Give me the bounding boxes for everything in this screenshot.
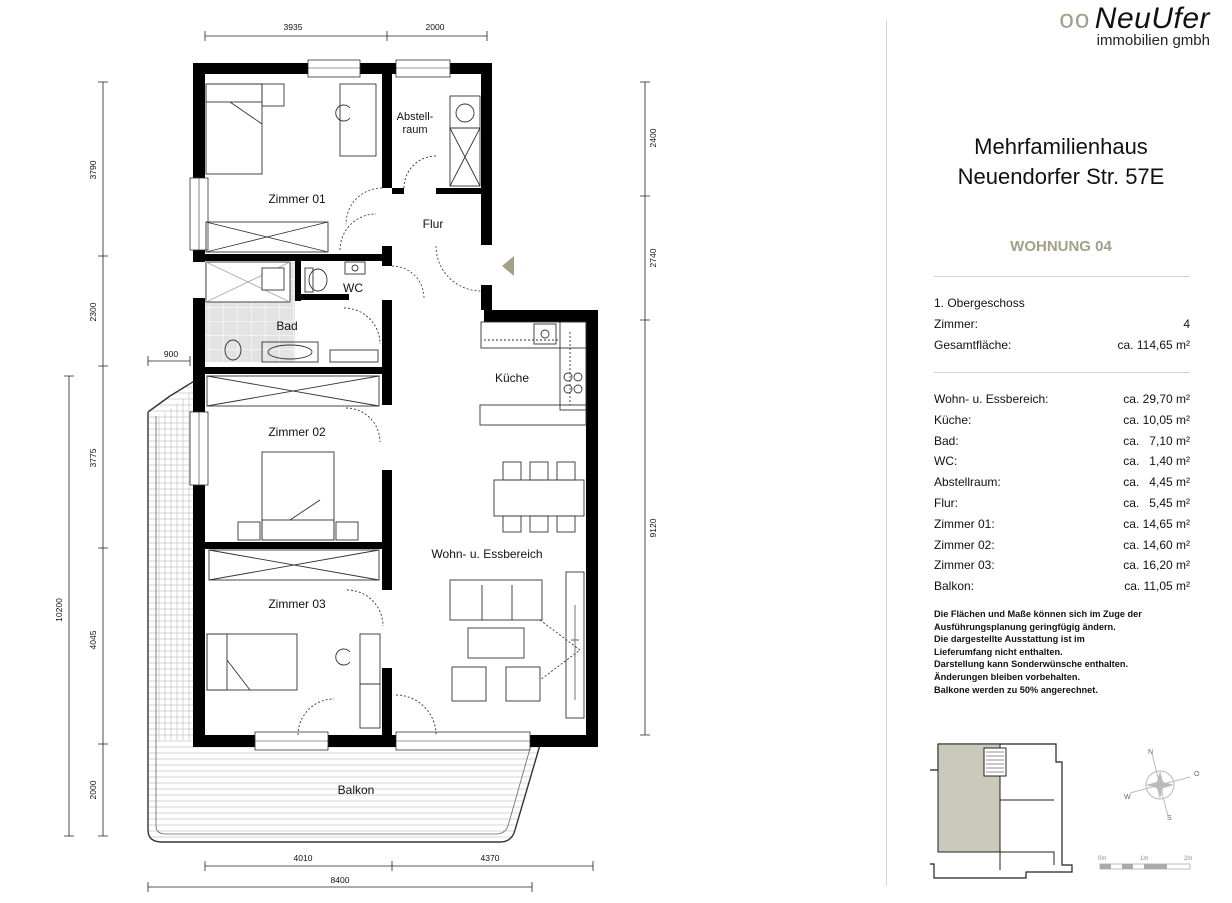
dim-left-5: 2000 <box>88 780 98 800</box>
panel-divider <box>886 20 887 886</box>
area-value: ca. 10,05 m² <box>1123 412 1190 427</box>
dim-top-right: 2000 <box>425 22 445 32</box>
dim-left-3: 3775 <box>88 448 98 468</box>
note-line: Lieferumfang nicht enthalten. <box>934 646 1063 657</box>
area-value: ca. 1,40 m² <box>1123 454 1190 469</box>
summary-label: Zimmer: <box>934 317 978 331</box>
dim-left-total: 10200 <box>54 598 64 622</box>
summary-row <box>934 338 1190 352</box>
summary-label: 1. Obergeschoss <box>934 296 1025 310</box>
dim-right-1: 2400 <box>648 128 658 148</box>
dim-left-1: 3790 <box>88 160 98 180</box>
entrance-arrow-icon <box>502 256 514 276</box>
summary-label: Gesamtfläche: <box>934 338 1012 352</box>
brand-sub: immobilien gmbh <box>1096 32 1210 49</box>
area-label: Abstellraum: <box>934 475 1001 490</box>
area-value: ca. 11,05 m² <box>1124 579 1190 594</box>
dim-left-4: 4045 <box>88 630 98 650</box>
room-label-zimmer02: Zimmer 02 <box>268 425 326 439</box>
note-line: Änderungen bleiben vorbehalten. <box>934 671 1080 682</box>
area-row <box>934 392 1190 406</box>
area-label: Wohn- u. Essbereich: <box>934 392 1049 406</box>
room-label-flur: Flur <box>422 217 444 231</box>
area-label: Balkon: <box>934 579 975 594</box>
area-row <box>934 413 1190 427</box>
area-label: Zimmer 01: <box>934 516 995 531</box>
info-panel <box>900 0 1232 903</box>
area-value: ca. 5,45 m² <box>1123 496 1190 510</box>
brand-logo <box>1059 2 1210 49</box>
note-line: Ausführungsplanung geringfügig ändern. <box>934 621 1116 632</box>
note-line: Darstellung kann Sonderwünsche enthalten. <box>934 659 1128 670</box>
summary-value: ca. 114,65 m² <box>1117 338 1190 352</box>
zimmer02-furniture <box>207 376 380 540</box>
area-value: ca. 7,10 m² <box>1123 433 1190 448</box>
area-value: ca. 14,65 m² <box>1123 516 1190 531</box>
dim-right-3: 9120 <box>648 518 658 538</box>
dim-right-2: 2740 <box>648 248 658 268</box>
abstellraum-fittings <box>404 96 480 188</box>
compass-rose-icon <box>1122 746 1212 824</box>
scale-bar <box>1096 852 1200 876</box>
summary-row <box>934 317 1190 331</box>
note-line: Balkone werden zu 50% angerechnet. <box>934 684 1098 695</box>
area-label: Küche: <box>934 412 972 427</box>
room-label-wc: WC <box>343 281 363 295</box>
area-label: WC: <box>934 454 958 469</box>
dim-top-left: 3935 <box>283 22 303 32</box>
area-row <box>934 558 1190 572</box>
note-line: Die dargestellte Ausstattung ist im <box>934 634 1085 645</box>
zimmer03-furniture <box>207 550 383 735</box>
area-value: ca. 4,45 m² <box>1123 475 1190 490</box>
scale-0: 0m <box>1098 856 1107 862</box>
compass-w: W <box>1124 794 1131 801</box>
dim-left-offset: 900 <box>163 349 179 359</box>
rule-middle <box>934 372 1190 373</box>
brand-name: NeuUfer <box>1094 2 1210 35</box>
room-label-wohn: Wohn- u. Essbereich <box>431 547 543 561</box>
zimmer01-furniture <box>206 84 376 252</box>
flur-doors <box>346 188 481 298</box>
unit-title: WOHNUNG 04 <box>1010 238 1112 255</box>
area-label: Flur: <box>934 496 958 510</box>
room-label-balkon: Balkon <box>337 783 375 797</box>
area-value: ca. 16,20 m² <box>1123 558 1190 573</box>
rule-top <box>934 276 1190 277</box>
room-label-bad: Bad <box>276 319 298 333</box>
note-line: Die Flächen und Maße können sich im Zuge der <box>934 609 1142 619</box>
building-line1: Mehrfamilienhaus <box>974 134 1148 159</box>
area-row <box>934 454 1190 468</box>
building-title <box>900 132 1222 192</box>
area-value: ca. 29,70 m² <box>1123 392 1190 406</box>
dim-left-2: 2300 <box>88 302 98 322</box>
area-row <box>934 475 1190 489</box>
area-row <box>934 579 1190 593</box>
brand-prefix: oo <box>1059 3 1091 34</box>
area-label: Bad: <box>934 433 959 448</box>
area-label: Zimmer 02: <box>934 537 995 552</box>
area-row <box>934 517 1190 531</box>
area-row <box>934 434 1190 448</box>
compass-n: N <box>1148 749 1154 756</box>
room-label-zimmer01: Zimmer 01 <box>268 192 326 206</box>
dim-bottom-total: 8400 <box>330 875 350 885</box>
area-row <box>934 496 1190 510</box>
scale-1: 1m <box>1140 856 1149 862</box>
area-row <box>934 538 1190 552</box>
disclaimer-notes <box>934 608 1194 696</box>
summary-row <box>934 296 1190 310</box>
dim-bottom-left: 4010 <box>293 853 313 863</box>
summary-value: 4 <box>1183 317 1190 331</box>
scale-2: 2m <box>1184 856 1193 862</box>
room-label-abstell-2: raum <box>402 124 428 136</box>
building-line2: Neuendorfer Str. 57E <box>957 164 1165 189</box>
room-label-zimmer03: Zimmer 03 <box>268 597 326 611</box>
room-label-kueche: Küche <box>494 371 530 385</box>
compass-s: S <box>1167 815 1172 822</box>
area-label: Zimmer 03: <box>934 558 995 573</box>
key-plan <box>930 740 1100 885</box>
dim-bottom-right: 4370 <box>480 853 500 863</box>
area-value: ca. 14,60 m² <box>1123 537 1190 552</box>
compass-o: O <box>1194 771 1200 778</box>
living-furniture <box>396 462 584 735</box>
room-label-abstell-1: Abstell- <box>396 111 434 123</box>
